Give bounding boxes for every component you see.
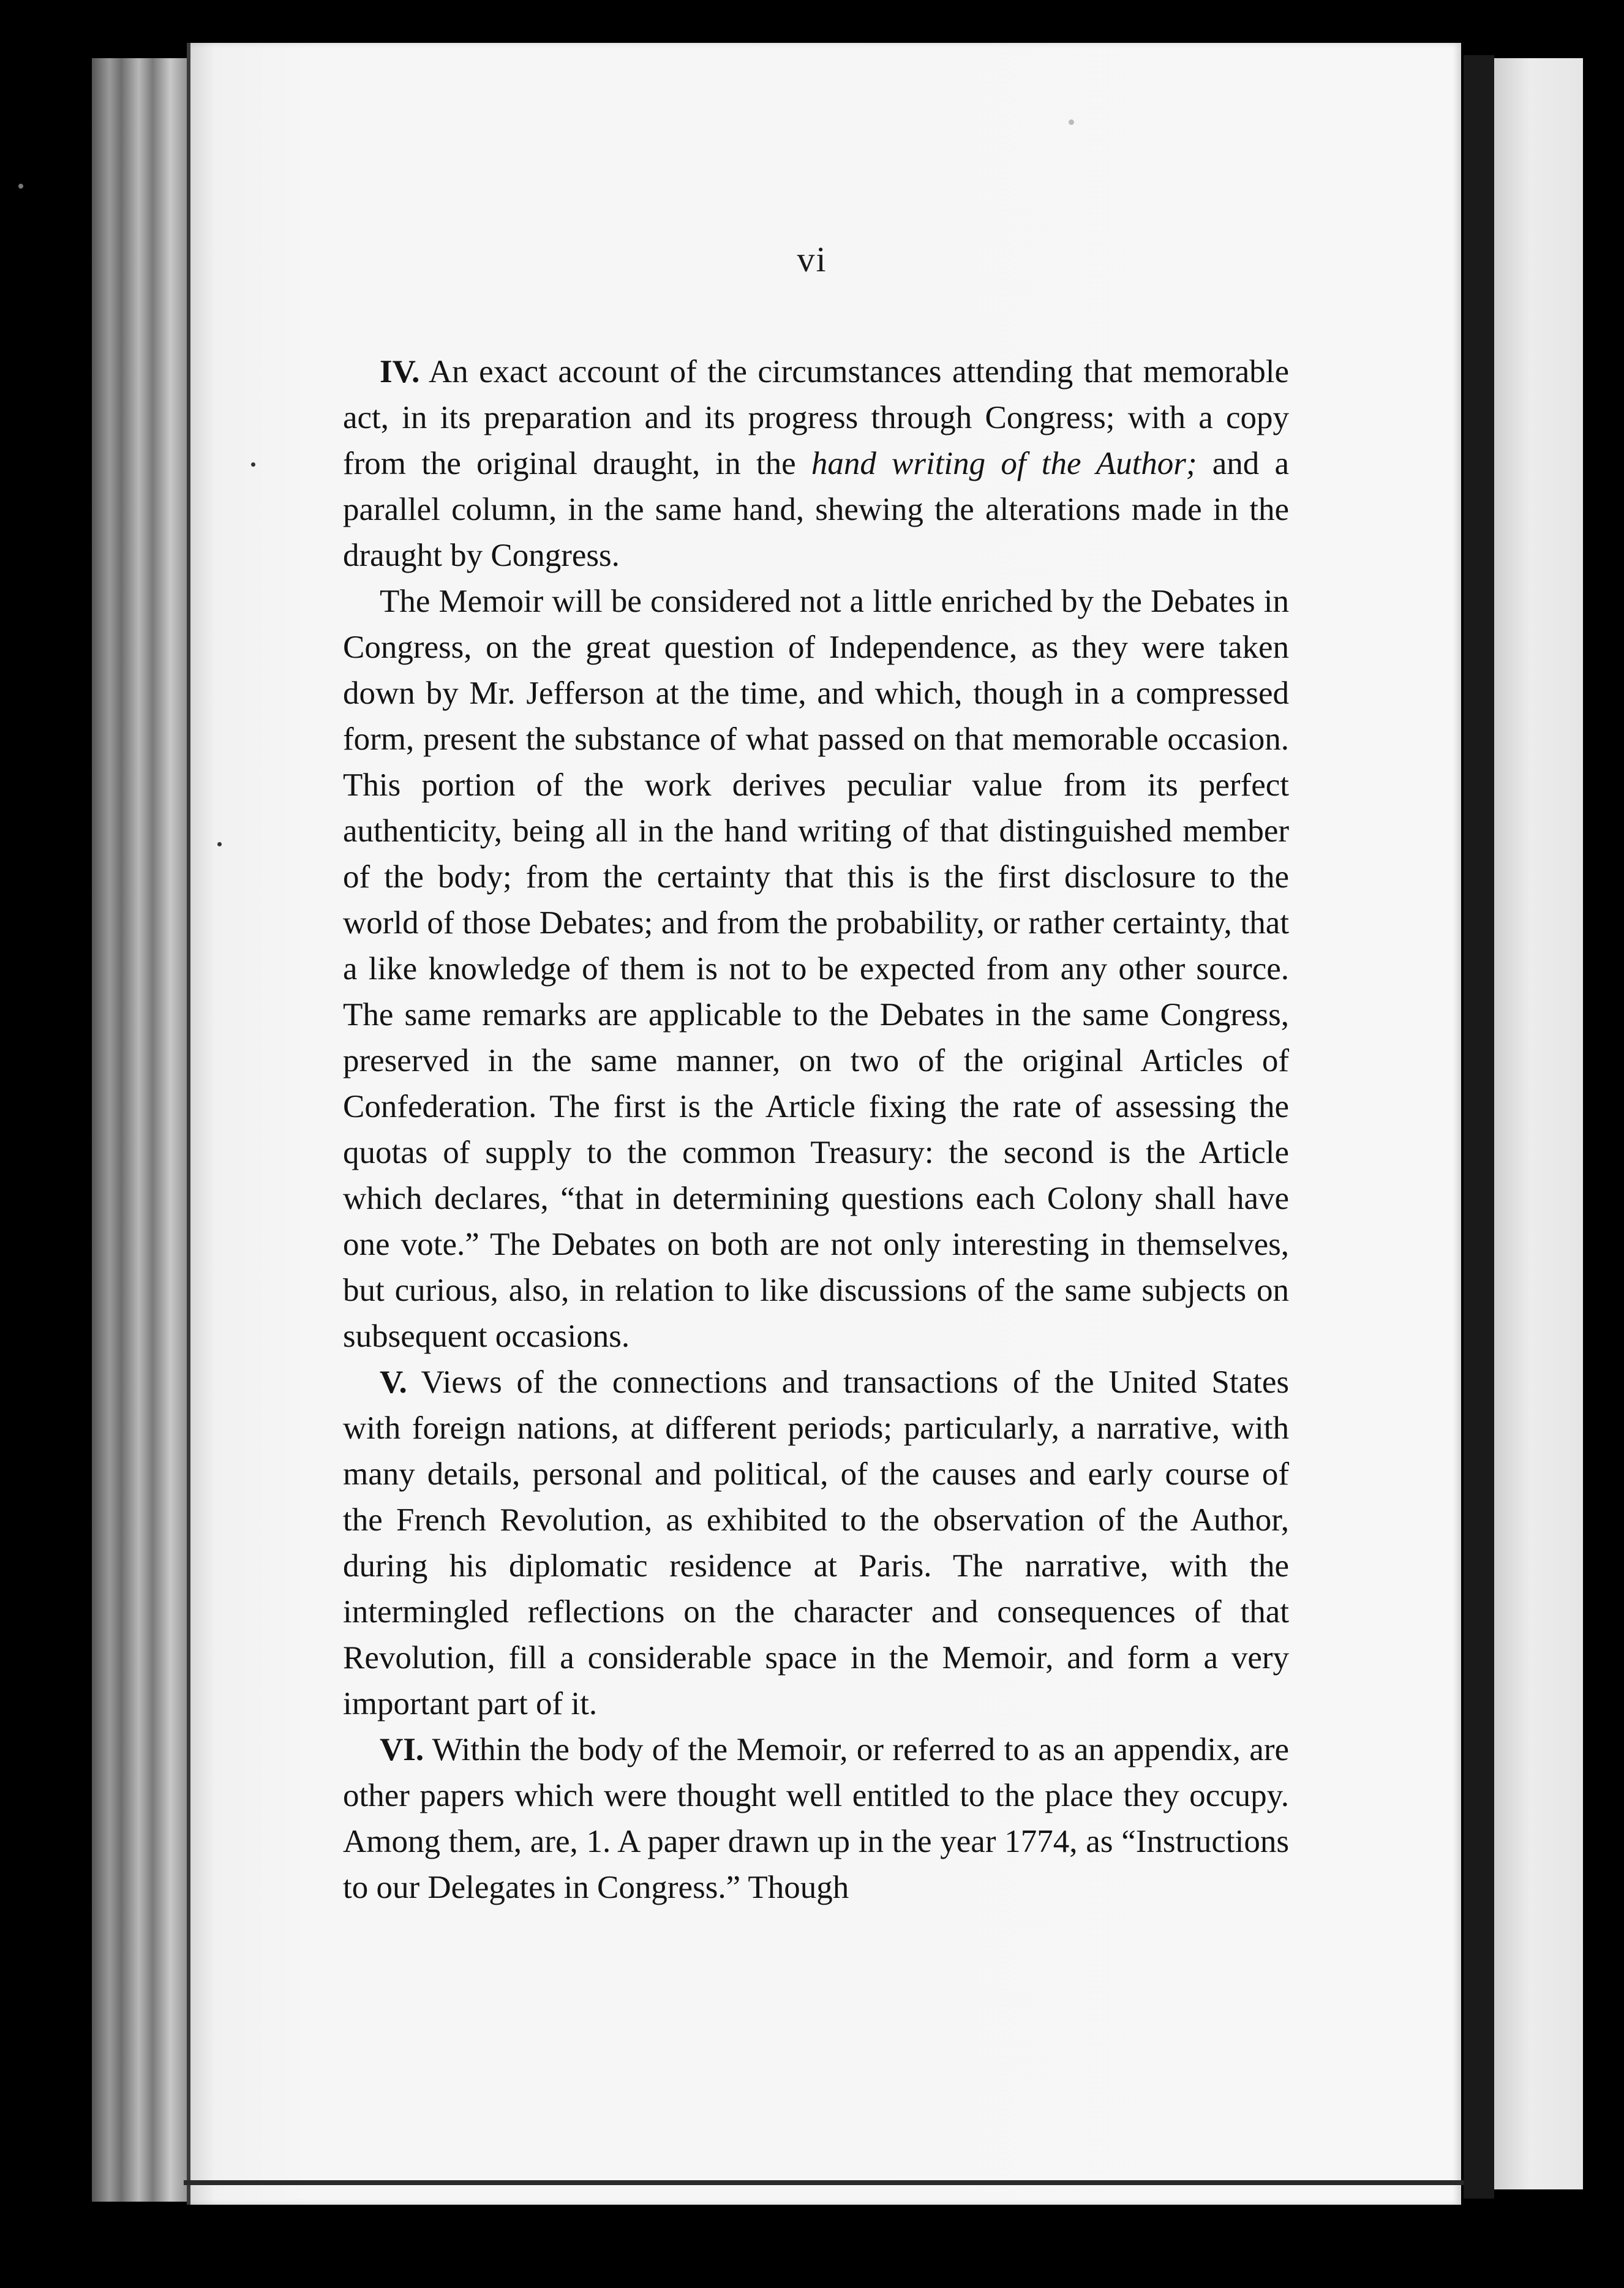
page-number: vi xyxy=(797,239,827,279)
paragraph-text: Views of the connections and transactions of the United States with foreign nations, at different periods; particularly, a narrative, with many details, personal and political, of the causes and early course of the French Revolution, as exhibited to the observation of the Author, during his diplomatic residence at Paris. The narrative, with the intermingled reflections on the character and consequences of that Revolution, fill a considerable space in the Memoir, and form a very important part of it. xyxy=(343,1364,1289,1722)
facing-page-edge xyxy=(1494,58,1583,2189)
scan-speck xyxy=(251,462,255,467)
paragraph-text: Within the body of the Memoir, or referred to as an appendix, are other papers which were thought well entitled to the place they occupy. Among them, are, 1. A paper drawn up in the year 1774, as “Instructions to our Delegates in Congress.” Though xyxy=(343,1732,1290,1905)
paragraph-v xyxy=(343,1360,1289,1727)
scan-speck xyxy=(217,842,222,846)
scan-speck xyxy=(18,184,23,189)
section-numeral: VI. xyxy=(380,1732,424,1767)
book-edge-left xyxy=(92,58,190,2202)
paragraph-text: The Memoir will be considered not a little enriched by the Debates in Congress, on the great question of Independence, as they were taken down by Mr. Jefferson at the time, and which, though in a compressed form, present the substance of what passed on that memorable occasion. This portion of the work derives peculiar value from its perfect authenticity, being all in the hand writing of that distinguished member of the body; from the certainty that this is the first disclosure to the world of those Debates; and from the probability, or rather certainty, that a like knowledge of them is not to be expected from any other source. The same remarks are applicable to the Debates in the same Congress, preserved in the same manner, on two of the original Articles of Confederation. The first is the Article fixing the rate of assessing the quotas of supply to the common Treasury: the second is the Article which declares, “that in determining questions each Colony shall have one vote.” The Debates on both are not only interesting in themselves, but curious, also, in relation to like discussions of the same subjects on subsequent occasions. xyxy=(343,584,1289,1354)
section-numeral: IV. xyxy=(380,354,420,389)
paragraph-text: and a parallel column, in the same hand, shewing the alterations made in the draught by Congress. xyxy=(343,446,1289,573)
scan-speck xyxy=(1069,119,1074,125)
book-gutter xyxy=(1464,55,1494,2199)
paragraph-iv xyxy=(343,349,1289,579)
page-bottom-edge xyxy=(184,2180,1464,2185)
section-numeral: V. xyxy=(380,1364,407,1400)
paragraph-text: An exact account of the circumstances attending that memorable act, in its preparation and its progress through Congress; with a copy from the original draught, in the xyxy=(343,354,1289,481)
paragraph-vi xyxy=(343,1727,1289,1911)
paragraph-memoir xyxy=(343,579,1289,1360)
body-text xyxy=(343,349,1289,1911)
italic-phrase: hand writing of the Author; xyxy=(811,446,1197,481)
